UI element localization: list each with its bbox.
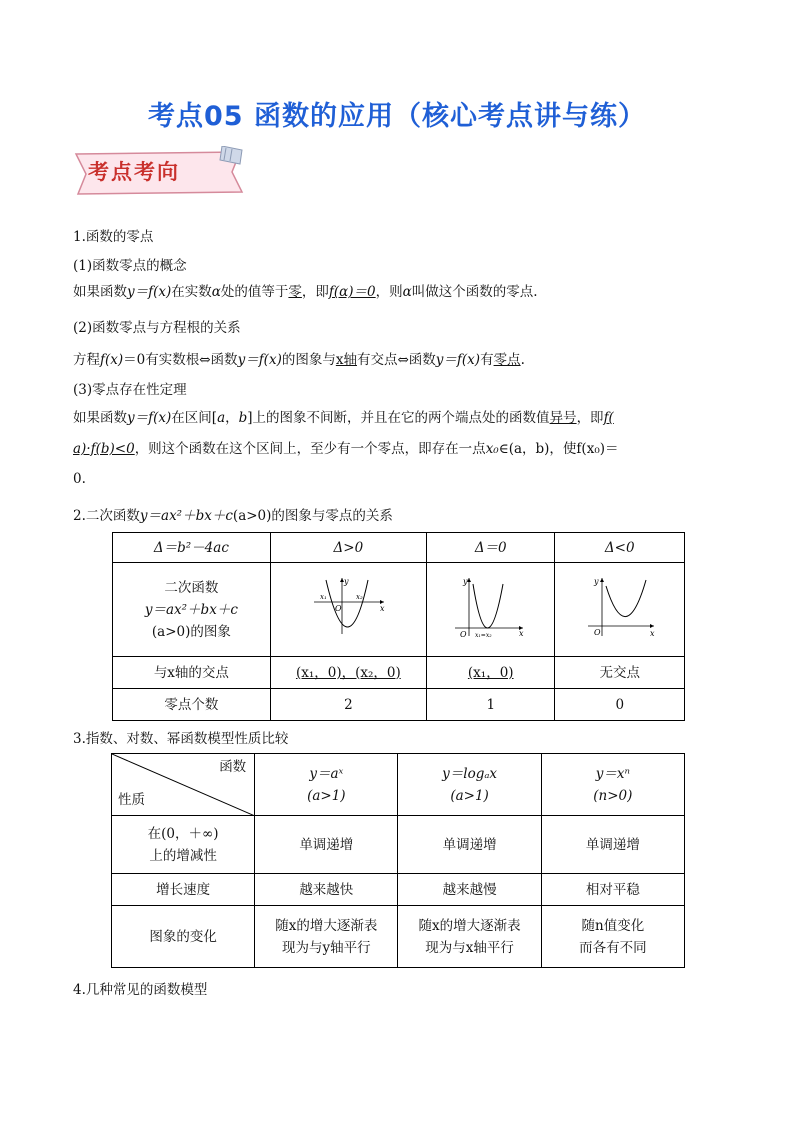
text: 上的增减性	[149, 847, 217, 864]
sec1-line3	[73, 408, 614, 428]
graph-change-cell	[398, 906, 541, 968]
x-label: x	[518, 629, 524, 638]
text: 的图象与	[281, 352, 336, 368]
graph-change-label: 图象的变化	[112, 906, 255, 968]
origin-label: O	[459, 630, 467, 638]
fn-header	[398, 754, 541, 816]
header-cell: Δ<0	[555, 533, 685, 563]
x1-label: x₁	[320, 593, 328, 601]
sec1-heading: 1.函数的零点	[73, 229, 154, 245]
parabola-one-root-graph	[451, 574, 531, 638]
text: 方程	[73, 352, 100, 368]
text: 2.二次函数	[73, 508, 140, 524]
x-label: x	[649, 629, 655, 638]
formula: y＝logₐx	[442, 765, 498, 782]
parabola-two-roots-graph	[308, 574, 388, 638]
text: ，则	[375, 284, 403, 300]
monotonic-cell: 单调递增	[255, 816, 398, 874]
page-title: 考点05 函数的应用（核心考点讲与练）	[148, 101, 646, 132]
variable: b	[238, 410, 248, 426]
text: 随x的增大逐渐表	[275, 917, 378, 934]
text: ，则这个函数在这个区间上，至少有一个零点，即存在一点	[134, 441, 486, 457]
x1x2-label: x₁=x₂	[474, 632, 492, 638]
y-label: y	[462, 577, 468, 586]
x2-label: x₂	[356, 593, 364, 601]
section-badge	[72, 146, 248, 198]
corner-cell	[112, 754, 255, 816]
quadratic-table	[112, 532, 685, 721]
text: 叫做这个函数的零点.	[411, 284, 538, 300]
formula: y＝f(x)	[127, 410, 172, 426]
header-cell: Δ>0	[270, 533, 426, 563]
x-label: x	[380, 604, 385, 613]
text: ]上的图象不间断，并且在它的两个端点处的函数值	[247, 410, 550, 426]
intersect-cell: (x₁，0)	[426, 657, 555, 689]
sec2-heading	[73, 506, 393, 526]
formula: y＝ax²＋bx＋c	[144, 601, 238, 618]
graph-cell	[426, 563, 555, 657]
formula: f(α)＝0	[328, 284, 376, 300]
sec4-heading: 4.几种常见的函数模型	[73, 982, 208, 998]
graph-cell	[555, 563, 685, 657]
count-cell: 1	[426, 689, 555, 721]
text: ，即	[301, 284, 329, 300]
sec1-line1	[73, 282, 538, 302]
text: 现为与x轴平行	[425, 939, 514, 956]
origin-label: O	[335, 604, 342, 613]
corner-bottom: 性质	[118, 792, 145, 808]
parabola-no-root-graph	[580, 574, 660, 638]
corner-top: 函数	[219, 759, 247, 775]
text: ，	[225, 410, 239, 426]
header-cell: Δ＝0	[426, 533, 555, 563]
growth-cell: 相对平稳	[541, 874, 684, 906]
monotonic-label	[112, 816, 255, 874]
sec1-sub2: (2)函数零点与方程根的关系	[73, 320, 241, 336]
graph-change-cell	[541, 906, 684, 968]
keyword: x轴	[335, 352, 357, 368]
formula: x₀	[485, 441, 499, 457]
text: 随n值变化	[581, 917, 645, 934]
text: (a>0)的图象与零点的关系	[232, 508, 393, 524]
condition: (n>0)	[593, 787, 633, 804]
text: 现为与y轴平行	[282, 939, 371, 956]
text: 有	[480, 352, 494, 368]
sec3-heading: 3.指数、对数、幂函数模型性质比较	[73, 731, 289, 747]
text: 在实数	[171, 284, 212, 300]
graph-cell	[270, 563, 426, 657]
text: 在(0，＋∞)	[147, 825, 219, 842]
sec1-sub1: (1)函数零点的概念	[73, 258, 187, 274]
origin-label: O	[593, 628, 601, 637]
formula: y＝aˣ	[309, 765, 344, 782]
y-label: y	[344, 577, 349, 586]
variable: a	[217, 410, 226, 426]
formula: f(	[603, 410, 614, 426]
text: ∈(a，b)，使f(x₀)＝	[498, 441, 619, 457]
text: 而各有不同	[579, 939, 647, 956]
intersect-cell: 无交点	[555, 657, 685, 689]
badge-text: 考点考向	[88, 160, 180, 184]
text: 如果函数	[73, 284, 127, 300]
text: 二次函数	[164, 579, 219, 596]
text: 处的值等于	[220, 284, 289, 300]
condition: (a>1)	[450, 787, 489, 804]
formula: y＝ax²＋bx＋c	[139, 508, 233, 524]
text: 有交点⇔函数	[356, 352, 436, 368]
text: 随x的增大逐渐表	[418, 917, 521, 934]
graph-change-cell	[255, 906, 398, 968]
text: ，即	[576, 410, 604, 426]
formula: a)·f(b)<0	[73, 441, 135, 457]
graph-row-label	[113, 563, 271, 657]
count-row-label: 零点个数	[113, 689, 271, 721]
intersect-row-label: 与x轴的交点	[113, 657, 271, 689]
text: 在区间[	[171, 410, 218, 426]
formula: y＝f(x)	[237, 352, 282, 368]
keyword: 零点	[493, 352, 521, 368]
model-compare-table	[111, 753, 685, 968]
growth-cell: 越来越慢	[398, 874, 541, 906]
growth-label: 增长速度	[112, 874, 255, 906]
text: 如果函数	[73, 410, 127, 426]
variable: α	[211, 284, 221, 300]
monotonic-cell: 单调递增	[398, 816, 541, 874]
sec1-line4	[73, 439, 619, 459]
header-cell: Δ＝b²－4ac	[113, 533, 271, 563]
fn-header	[255, 754, 398, 816]
formula: f(x)	[100, 352, 124, 368]
fn-header	[541, 754, 684, 816]
formula: y＝xⁿ	[595, 765, 630, 782]
intersect-cell: (x₁，0)，(x₂，0)	[270, 657, 426, 689]
variable: α	[402, 284, 412, 300]
count-cell: 0	[555, 689, 685, 721]
text: .	[520, 352, 525, 368]
condition: (a>1)	[307, 787, 346, 804]
keyword: 异号	[549, 410, 577, 426]
text: ＝0有实数根⇔函数	[123, 352, 238, 368]
formula: y＝f(x)	[435, 352, 481, 368]
formula: y＝f(x)	[127, 284, 172, 300]
text: (a>0)的图象	[151, 623, 231, 640]
growth-cell: 越来越快	[255, 874, 398, 906]
y-label: y	[593, 577, 599, 586]
keyword: 零	[288, 284, 302, 300]
count-cell: 2	[270, 689, 426, 721]
sec1-sub3: (3)零点存在性定理	[73, 382, 187, 398]
sec1-line5: 0.	[73, 471, 86, 487]
monotonic-cell: 单调递增	[541, 816, 684, 874]
sec1-line2	[73, 350, 525, 370]
